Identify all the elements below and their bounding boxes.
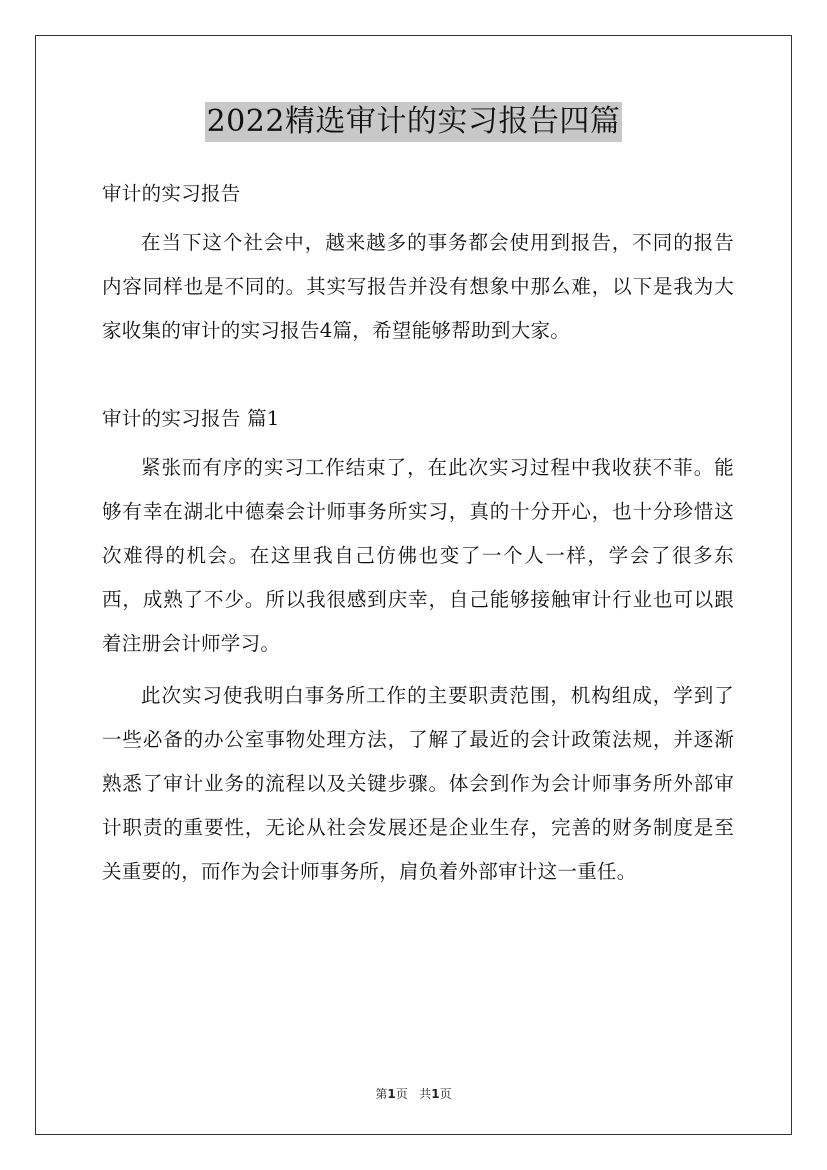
section-heading: 审计的实习报告 篇1 <box>102 407 280 430</box>
footer-total-suffix: 页 <box>439 1087 452 1101</box>
body-paragraph-2: 此次实习使我明白事务所工作的主要职责范围，机构组成，学到了一些必备的办公室事物处理方法，了解了最近的会计政策法规，并逐渐熟悉了审计业务的流程以及关键步骤。体会到作为会计师事务所外部审计职责的重要性，无论从社会发展还是企业生存，完善的财务制度是至关重要的，而作为会计师事务所，肩负着外部审计这一重任。 <box>102 684 734 883</box>
footer-total-number: 1 <box>431 1087 440 1101</box>
document-title: 2022精选审计的实习报告四篇 <box>205 102 623 142</box>
intro-paragraph: 在当下这个社会中，越来越多的事务都会使用到报告，不同的报告内容同样也是不同的。其实写报告并没有想象中那么难，以下是我为大家收集的审计的实习报告4篇，希望能够帮助到大家。 <box>102 231 734 342</box>
title-container <box>0 102 827 142</box>
body-paragraph-1: 紧张而有序的实习工作结束了，在此次实习过程中我收获不菲。能够有幸在湖北中德秦会计师事务所实习，真的十分开心，也十分珍惜这次难得的机会。在这里我自己仿佛也变了一个人一样，学会了很多东西，成熟了不少。所以我很感到庆幸，自己能够接触审计行业也可以跟着注册会计师学习。 <box>102 456 734 655</box>
footer-page-number: 1 <box>387 1087 396 1101</box>
footer-page-suffix: 页 <box>395 1087 408 1101</box>
document-body <box>102 172 734 894</box>
footer-total-prefix: 共 <box>419 1087 432 1101</box>
footer-page-prefix: 第 <box>375 1087 388 1101</box>
intro-heading: 审计的实习报告 <box>102 182 241 205</box>
page-footer <box>0 1085 827 1102</box>
